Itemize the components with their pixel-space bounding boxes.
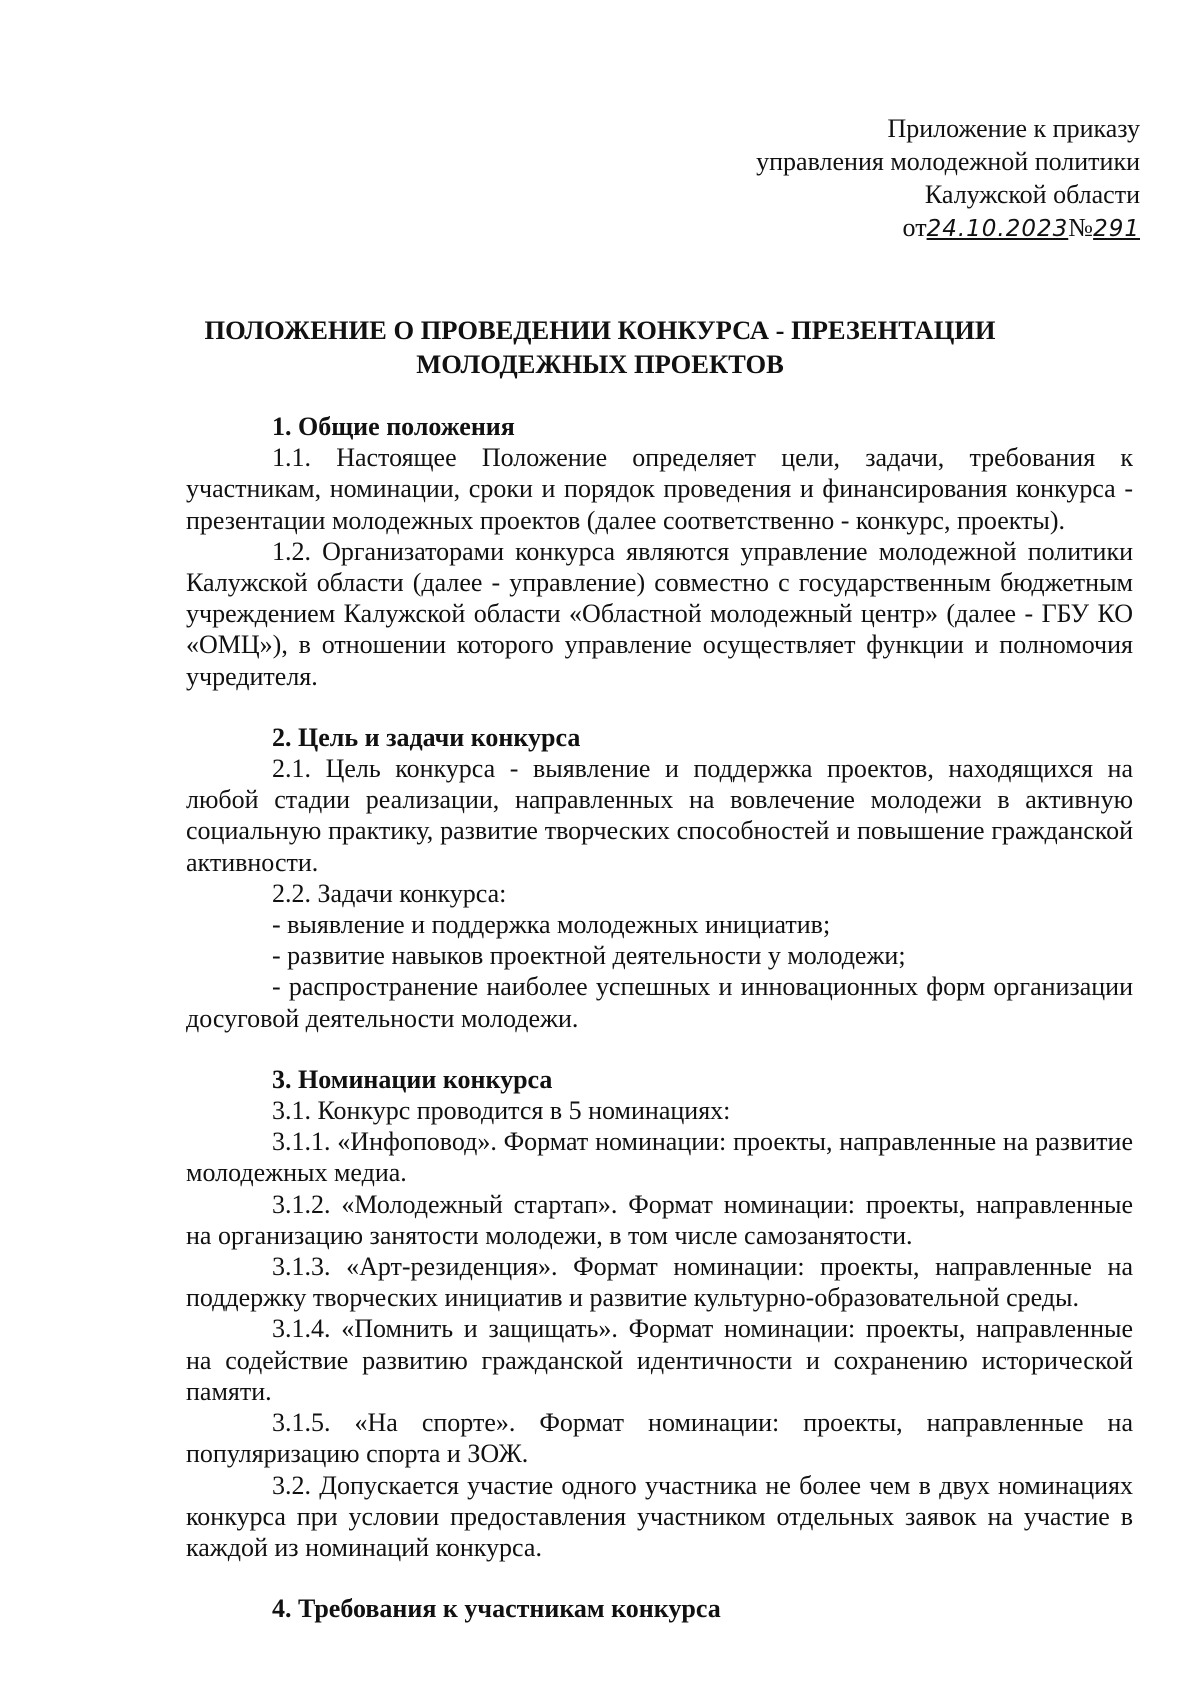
section-2-heading: 2. Цель и задачи конкурса [272,722,581,752]
appendix-line-1: Приложение к приказу [887,114,1140,143]
spacer [186,1034,1133,1064]
paragraph-3-1-2: 3.1.2. «Молодежный стартап». Формат номинации: проекты, направленные на организацию занятости молодежи, в том числе самозанятости. [186,1189,1133,1250]
document-body [186,411,1133,1624]
handwritten-number: 291 [1093,216,1140,242]
handwritten-date: 24.10.2023 [926,216,1069,242]
spacer [186,1563,1133,1593]
paragraph-1-1: 1.1. Настоящее Положение определяет цели, задачи, требования к участникам, номинации, сроки и порядок проведения и финансирования конкурса - презентации молодежных проектов (далее соответственно - конкурс, проекты). [186,443,1133,535]
paragraph-3-1-5: 3.1.5. «На спорте». Формат номинации: проекты, направленные на популяризацию спорта и ЗОЖ. [186,1408,1133,1469]
paragraph-3-1: 3.1. Конкурс проводится в 5 номинациях: [272,1096,731,1126]
list-item-2-2-2: - развитие навыков проектной деятельности у молодежи; [272,941,906,971]
appendix-line-2: управления молодежной политики [756,147,1140,176]
section-4-heading: 4. Требования к участникам конкурса [272,1594,721,1624]
spacer [186,692,1133,722]
paragraph-3-1-1: 3.1.1. «Инфоповод». Формат номинации: проекты, направленные на развитие молодежных медиа. [186,1127,1133,1188]
document-title [0,313,1200,381]
paragraph-3-1-4: 3.1.4. «Помнить и защищать». Формат номинации: проекты, направленные на содействие развитию гражданской идентичности и сохранению исторической памяти. [186,1314,1133,1406]
section-3-heading: 3. Номинации конкурса [272,1064,553,1094]
paragraph-3-2: 3.2. Допускается участие одного участника не более чем в двух номинациях конкурса при условии предоставления участником отдельных заявок на участие в каждой из номинаций конкурса. [186,1470,1133,1562]
appendix-header [756,112,1140,246]
list-item-2-2-3: - распространение наиболее успешных и инновационных форм организации досуговой деятельности молодежи. [186,972,1133,1033]
paragraph-1-2: 1.2. Организаторами конкурса являются управление молодежной политики Калужской области (далее - управление) совместно с государственным бюджетным учреждением Калужской области «Областной молодежный центр» (далее - ГБУ КО «ОМЦ»), в отношении которого управление осуществляет функции и полномочия учредителя. [186,536,1133,691]
appendix-date-line [756,211,1140,246]
number-prefix: № [1068,213,1094,242]
title-line-1: ПОЛОЖЕНИЕ О ПРОВЕДЕНИИ КОНКУРСА - ПРЕЗЕНТАЦИИ [204,315,996,345]
title-line-2: МОЛОДЕЖНЫХ ПРОЕКТОВ [416,349,784,379]
list-item-2-2-1: - выявление и поддержка молодежных инициатив; [272,910,831,940]
paragraph-2-1: 2.1. Цель конкурса - выявление и поддержка проектов, находящихся на любой стадии реализации, направленных на вовлечение молодежи в активную социальную практику, развитие творческих способностей и повышение гражданской активности. [186,754,1133,877]
section-1-heading: 1. Общие положения [272,412,515,441]
paragraph-2-2: 2.2. Задачи конкурса: [272,878,507,908]
date-prefix: от [902,213,927,242]
appendix-line-3: Калужской области [924,180,1140,209]
paragraph-3-1-3: 3.1.3. «Арт-резиденция». Формат номинации: проекты, направленные на поддержку творческих инициатив и развитие культурно-образовательной среды. [186,1252,1133,1313]
